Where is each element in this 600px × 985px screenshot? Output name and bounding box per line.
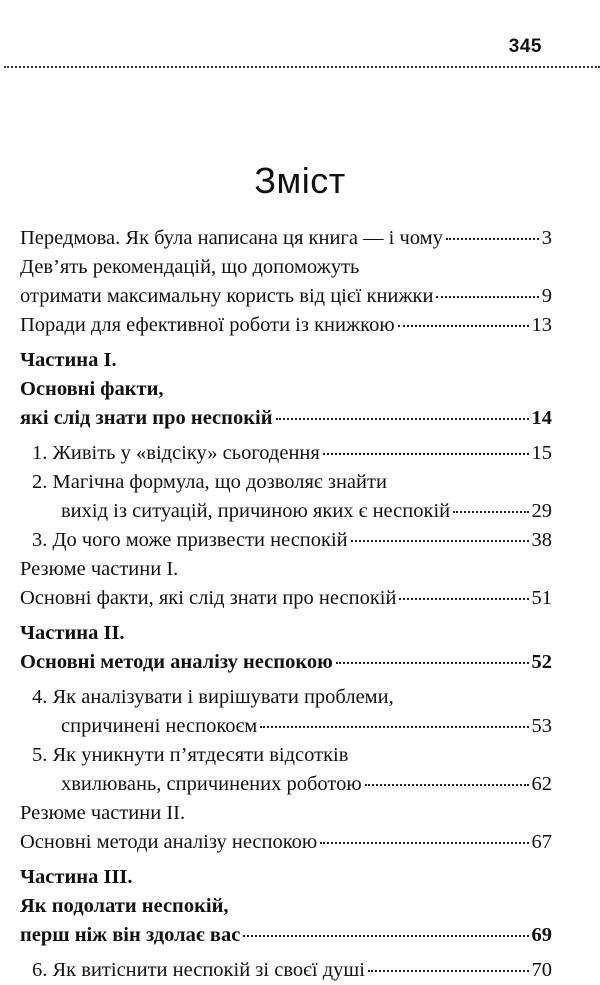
toc-entry-text: хвилювань, спричинених роботою	[61, 773, 362, 795]
toc-entry	[20, 741, 552, 770]
dot-leader	[351, 540, 529, 542]
toc-entry-text: 2. Магічна формула, що дозволяє знайти	[32, 471, 387, 493]
toc-entry-text: Дев’ять рекомендацій, що допоможуть	[20, 256, 360, 278]
part-heading	[20, 892, 552, 921]
toc-entry	[20, 956, 552, 985]
dot-leader	[320, 842, 528, 844]
toc-entry-page: 29	[531, 500, 552, 522]
toc-entry-text: вихід із ситуацій, причиною яких є неспокій	[61, 500, 451, 522]
toc-entry-text: 6. Як витіснити неспокій зі своєї душі	[32, 959, 365, 981]
toc-entry-text: 5. Як уникнути п’ятдесяти відсотків	[32, 744, 349, 766]
part-heading	[20, 375, 552, 404]
toc-entry-text: перш ніж він здолає вас	[20, 924, 241, 946]
dot-leader	[399, 598, 528, 600]
toc-entry-text: які слід знати про неспокій	[20, 407, 273, 429]
dot-leader	[446, 238, 539, 240]
dot-leader	[365, 784, 529, 786]
toc-entry	[20, 828, 552, 857]
part-heading	[20, 648, 552, 677]
table-of-contents	[20, 224, 552, 985]
toc-entry-page: 38	[531, 529, 552, 551]
dot-leader	[260, 726, 528, 728]
part-heading	[20, 863, 552, 892]
toc-entry-text: Передмова. Як була написана ця книга — і чому	[20, 227, 443, 249]
toc-entry	[20, 526, 552, 555]
dot-leader	[368, 970, 529, 972]
toc-entry-text: Основні факти, які слід знати про неспокій	[20, 587, 397, 609]
toc-entry-text: Як подолати неспокій,	[20, 895, 229, 917]
part-heading	[20, 346, 552, 375]
toc-entry	[20, 253, 552, 282]
toc-entry	[20, 770, 552, 799]
toc-entry-page: 13	[531, 314, 552, 336]
toc-entry-page: 51	[531, 587, 552, 609]
toc-entry-page: 15	[531, 442, 552, 464]
toc-entry	[20, 497, 552, 526]
part-heading	[20, 404, 552, 433]
dot-leader	[276, 418, 529, 420]
toc-entry-text: Основні методи аналізу неспокою	[20, 651, 333, 673]
toc-entry-text: 3. До чого може призвести неспокій	[32, 529, 348, 551]
toc-entry	[20, 584, 552, 613]
toc-entry-text: Частина І.	[20, 349, 117, 371]
toc-entry-text: Основні методи аналізу неспокою	[20, 831, 318, 853]
toc-entry-text: отримати максимальну користь від цієї книжки	[20, 285, 434, 307]
toc-entry-text: 4. Як аналізувати і вирішувати проблеми,	[32, 686, 394, 708]
toc-entry-page: 69	[531, 924, 552, 946]
toc-entry-text: спричинені неспокоєм	[61, 715, 258, 737]
toc-entry-page: 62	[531, 773, 552, 795]
toc-entry-page: 52	[531, 651, 552, 673]
toc-entry	[20, 224, 552, 253]
toc-entry	[20, 712, 552, 741]
toc-entry	[20, 439, 552, 468]
part-heading	[20, 619, 552, 648]
toc-entry	[20, 799, 552, 828]
header-rule	[4, 66, 600, 68]
toc-entry-page: 3	[541, 227, 552, 249]
toc-entry-text: Основні факти,	[20, 378, 164, 400]
dot-leader	[398, 325, 529, 327]
toc-entry	[20, 282, 552, 311]
toc-entry-text: Частина ІІ.	[20, 622, 125, 644]
dot-leader	[323, 453, 529, 455]
dot-leader	[243, 935, 528, 937]
dot-leader	[336, 662, 529, 664]
dot-leader	[436, 296, 538, 298]
toc-entry	[20, 311, 552, 340]
toc-entry	[20, 468, 552, 497]
toc-entry-text: Резюме частини ІІ.	[20, 802, 186, 824]
page-title: Зміст	[254, 160, 346, 202]
toc-entry-text: Поради для ефективної роботи із книжкою	[20, 314, 395, 336]
toc-entry-text: Резюме частини І.	[20, 558, 179, 580]
page-number: 345	[508, 36, 542, 57]
toc-entry-text: Частина ІІІ.	[20, 866, 133, 888]
toc-entry-page: 14	[531, 407, 552, 429]
toc-entry-page: 70	[531, 959, 552, 981]
toc-entry-page: 53	[531, 715, 552, 737]
toc-entry	[20, 683, 552, 712]
part-heading	[20, 921, 552, 950]
toc-entry-text: 1. Живіть у «відсіку» сьогодення	[32, 442, 320, 464]
toc-entry	[20, 555, 552, 584]
toc-entry-page: 67	[531, 831, 552, 853]
toc-entry-page: 9	[541, 285, 552, 307]
dot-leader	[453, 511, 528, 513]
